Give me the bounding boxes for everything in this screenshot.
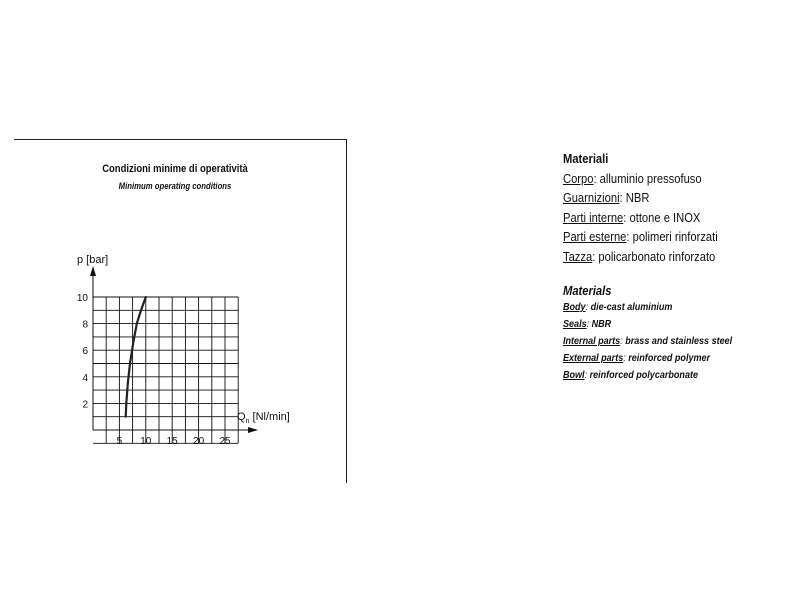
x-axis-label-main: Q <box>237 411 246 423</box>
x-axis-arrow <box>248 427 258 433</box>
chart-subtitle: Minimum operating conditions <box>118 181 232 191</box>
y-tick-label: 8 <box>82 319 88 331</box>
materials-en-label: Bowl <box>563 369 585 381</box>
materials-en-row-external: External parts: reinforced polymer <box>563 352 711 364</box>
materials-it-value: polimeri rinforzati <box>629 229 718 244</box>
materials-it-value: ottone e INOX <box>626 209 701 225</box>
materials-it-row-internal: Parti interne: ottone e INOX <box>563 209 701 225</box>
x-tick-label: 20 <box>193 436 205 447</box>
y-tick-label: 2 <box>82 399 88 411</box>
chart-grid <box>93 297 238 443</box>
materials-it-value: policarbonato rinforzato <box>595 248 716 264</box>
x-axis-label-subscript: n <box>245 418 250 425</box>
chart-tick-labels <box>77 293 231 447</box>
series-line <box>126 297 146 417</box>
chart-series <box>126 297 146 417</box>
y-axis-label: p [bar] <box>77 254 109 266</box>
materials-it-row-body: Corpo: alluminio pressofuso <box>563 170 702 186</box>
materials-it-row-external: Parti esterne: polimeri rinforzati <box>563 229 718 244</box>
materials-it-label: Parti interne <box>563 209 624 225</box>
x-tick-label: 10 <box>140 436 152 447</box>
materials-en-label: Body <box>563 301 586 313</box>
materials-it-label: Parti esterne <box>563 229 627 244</box>
y-tick-label: 4 <box>82 372 88 384</box>
x-axis-label-unit: [Nl/min] <box>249 411 290 423</box>
materials-en-label: External parts <box>563 352 624 364</box>
chart-axes <box>90 266 258 433</box>
chart-title: Condizioni minime di operatività <box>102 163 248 175</box>
materials-en-row-body: Body: die-cast aluminium <box>563 301 673 313</box>
materials-en-value: NBR <box>589 318 612 330</box>
y-tick-label: 6 <box>82 346 88 358</box>
materials-en-value: brass and stainless steel <box>622 335 733 347</box>
materials-en-row-internal: Internal parts: brass and stainless steel <box>563 335 733 347</box>
materials-it-row-seals: Guarnizioni: NBR <box>563 190 650 205</box>
materials-en-heading: Materials <box>563 283 612 298</box>
materials-en-row-seals: Seals: NBR <box>563 318 612 330</box>
x-tick-label: 5 <box>116 436 123 447</box>
materials-en-label: Internal parts <box>563 335 621 347</box>
materials-it <box>563 149 793 266</box>
materials-it-heading: Materiali <box>563 151 609 166</box>
materials-en-value: reinforced polymer <box>625 352 711 364</box>
materials-it-value: NBR <box>622 190 650 205</box>
materials-it-value: alluminio pressofuso <box>596 170 702 186</box>
materials-it-row-bowl: Tazza: policarbonato rinforzato <box>563 248 716 264</box>
x-tick-label: 15 <box>166 436 178 447</box>
materials-it-label: Guarnizioni <box>563 190 620 205</box>
materials-it-label: Corpo <box>563 170 594 186</box>
x-tick-label: 25 <box>219 436 231 447</box>
materials-en-value: reinforced polycarbonate <box>587 369 698 381</box>
materials-en-value: die-cast aluminium <box>588 301 673 313</box>
materials-en-label: Seals <box>563 318 587 330</box>
materials-en-row-bowl: Bowl: reinforced polycarbonate <box>563 369 698 381</box>
materials-it-label: Tazza <box>563 248 593 264</box>
materials-en <box>563 282 793 384</box>
y-tick-label: 10 <box>76 293 88 304</box>
y-axis-arrow <box>90 266 96 276</box>
x-axis-label <box>237 411 290 425</box>
